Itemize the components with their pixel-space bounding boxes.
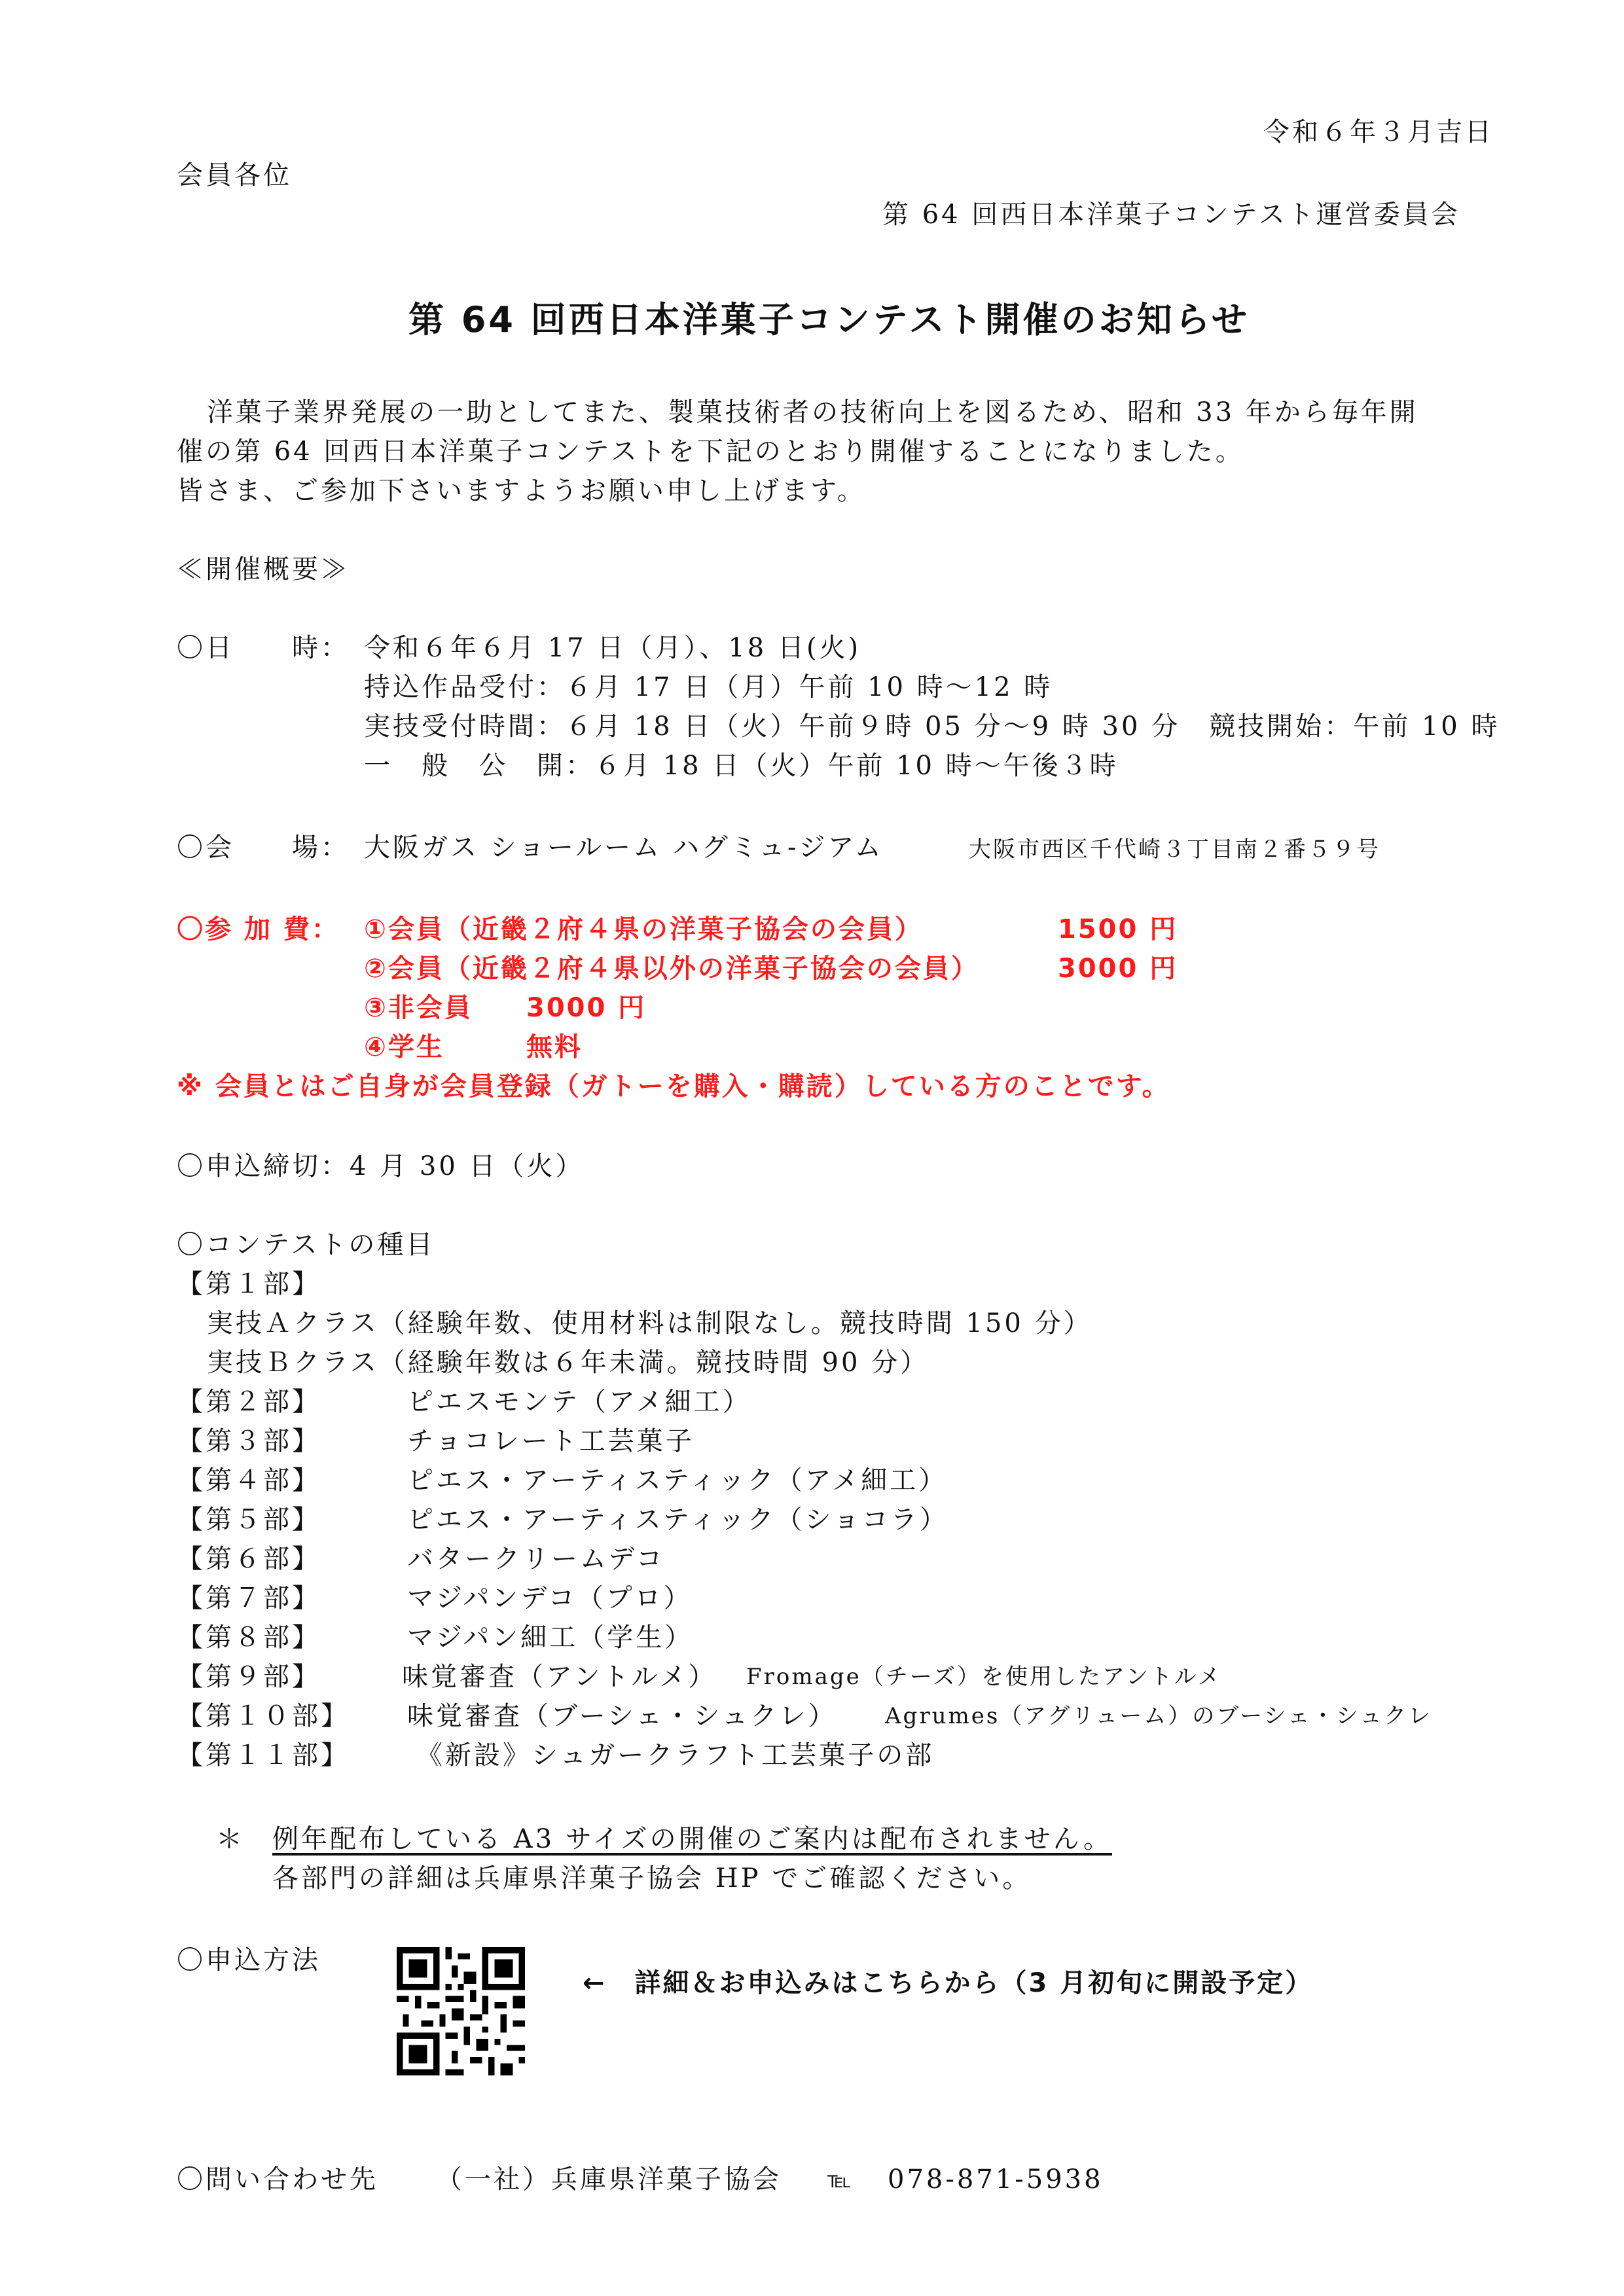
category-text-11: 《新設》シュガークラフト工芸菓子の部	[416, 1740, 935, 1770]
category-text-2: ピエスモンテ（アメ細工）	[407, 1387, 751, 1417]
document-date: 令和６年３月吉日	[1263, 117, 1494, 147]
intro-line-1: 洋菓子業界発展の一助としてまた、製菓技術者の技術向上を図るため、昭和 33 年から毎年開	[207, 397, 1418, 427]
notice-line-1: 例年配布している A3 サイズの開催のご案内は配布されません。	[272, 1824, 1112, 1854]
recipient: 会員各位	[177, 160, 292, 190]
fee-item-1: ①会員（近畿２府４県の洋菓子協会の会員）	[364, 914, 923, 944]
category-1-b: 実技Ｂクラス（経験年数は６年未満。競技時間 90 分）	[207, 1348, 929, 1378]
intro-line-3: 皆さま、ご参加下さいますようお願い申し上げます。	[177, 476, 866, 506]
venue-address: 大阪市西区千代崎３丁目南２番５９号	[969, 836, 1380, 863]
fee-amount-3: 3000 円	[526, 993, 647, 1023]
notice-mark: ＊	[216, 1824, 245, 1854]
page-title: 第 64 回西日本洋菓子コンテスト開催のお知らせ	[408, 299, 1250, 340]
category-sub-9: Fromage（チーズ）を使用したアントルメ	[746, 1664, 1222, 1690]
apply-link-text[interactable]: ← 詳細＆お申込みはこちらから（3 月初旬に開設予定）	[583, 1968, 1314, 1998]
fee-amount-4: 無料	[526, 1032, 583, 1062]
intro-line-2: 催の第 64 回西日本洋菓子コンテストを下記のとおり開催することになりました。	[177, 437, 1244, 467]
contact-label: 〇問い合わせ先	[177, 2164, 378, 2195]
apply-label: 〇申込方法	[177, 1945, 321, 1975]
fee-item-4: ④学生	[364, 1032, 444, 1062]
category-text-6: バタークリームデコ	[407, 1544, 665, 1574]
fee-amount-2: 3000 円	[1058, 954, 1178, 984]
fees-label: 〇参 加 費：	[177, 914, 340, 944]
sender: 第 64 回西日本洋菓子コンテスト運営委員会	[882, 200, 1460, 230]
schedule-line-1: 令和６年６月 17 日（月）、18 日(火)	[364, 633, 861, 663]
notice-line-2: 各部門の詳細は兵庫県洋菓子協会 HP でご確認ください。	[272, 1863, 1032, 1893]
category-text-7: マジパンデコ（プロ）	[407, 1583, 693, 1613]
category-label-10: 【第１０部】	[177, 1701, 350, 1731]
category-label-2: 【第２部】	[177, 1387, 321, 1417]
qr-code-icon[interactable]	[397, 1947, 525, 2075]
fee-item-3: ③非会員	[364, 993, 473, 1023]
fee-amount-1: 1500 円	[1058, 914, 1178, 944]
categories-heading: 〇コンテストの種目	[177, 1230, 435, 1260]
category-text-3: チョコレート工芸菓子	[407, 1426, 695, 1456]
category-text-4: ピエス・アーティスティック（アメ細工）	[407, 1465, 948, 1496]
venue-name: 大阪ガス ショールーム ハグミュ-ジアム	[364, 833, 884, 863]
tel-icon: ℡	[827, 2167, 852, 2193]
overview-heading: ≪開催概要≫	[177, 554, 350, 584]
category-label-1: 【第１部】	[177, 1269, 321, 1299]
fee-item-2: ②会員（近畿２府４県以外の洋菓子協会の会員）	[364, 954, 979, 984]
category-label-6: 【第６部】	[177, 1544, 321, 1574]
contact-tel[interactable]: 078-871-5938	[888, 2164, 1104, 2195]
schedule-line-3: 実技受付時間：６月 18 日（火）午前９時 05 分～9 時 30 分 競技開始：午前 10 時	[364, 711, 1500, 742]
schedule-line-4: 一 般 公 開：６月 18 日（火）午前 10 時～午後３時	[364, 751, 1119, 781]
schedule-label: 〇日 時：	[177, 633, 350, 663]
venue-label: 〇会 場：	[177, 833, 350, 863]
category-text-10: 味覚審査（ブーシェ・シュクレ）	[407, 1701, 837, 1731]
category-label-9: 【第９部】	[177, 1662, 321, 1692]
category-label-11: 【第１１部】	[177, 1740, 350, 1770]
category-1-a: 実技Ａクラス（経験年数、使用材料は制限なし。競技時間 150 分）	[207, 1308, 1092, 1338]
category-label-5: 【第５部】	[177, 1505, 321, 1535]
contact-org: （一社）兵庫県洋菓子協会	[436, 2164, 782, 2195]
category-label-8: 【第８部】	[177, 1623, 321, 1653]
category-text-8: マジパン細工（学生）	[407, 1623, 694, 1653]
category-text-9: 味覚審査（アントルメ）	[402, 1662, 717, 1692]
category-label-4: 【第４部】	[177, 1465, 321, 1496]
member-note: ※ 会員とはご自身が会員登録（ガトーを購入・購読）している方のことです。	[177, 1071, 1170, 1102]
category-label-7: 【第７部】	[177, 1583, 321, 1613]
deadline: 〇申込締切：4 月 30 日（火）	[177, 1151, 585, 1181]
category-text-5: ピエス・アーティスティック（ショコラ）	[407, 1505, 948, 1535]
category-label-3: 【第３部】	[177, 1426, 321, 1456]
category-sub-10: Agrumes（アグリューム）のブーシェ・シュクレ	[885, 1703, 1433, 1729]
schedule-line-2: 持込作品受付：６月 17 日（月）午前 10 時～12 時	[364, 672, 1053, 702]
